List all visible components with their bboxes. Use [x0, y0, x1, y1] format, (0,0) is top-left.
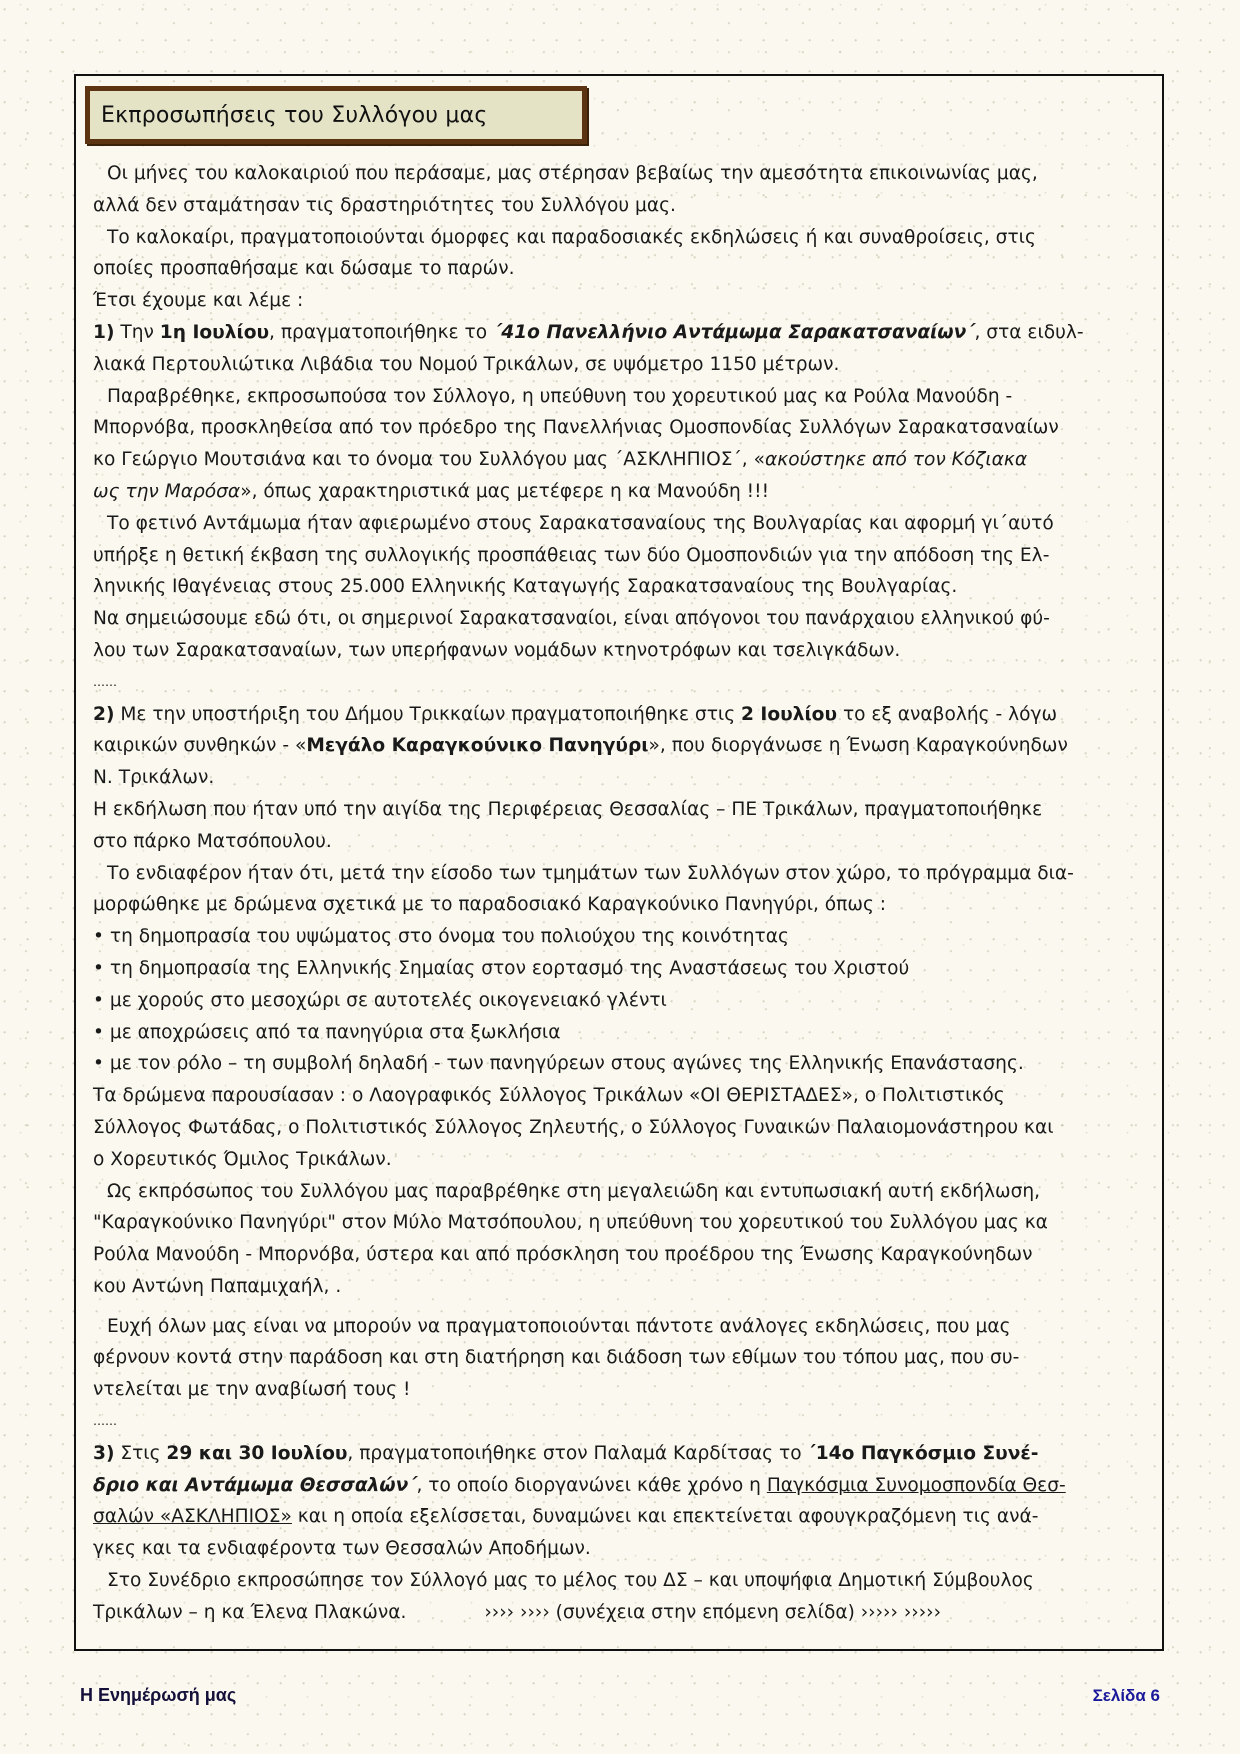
- event-name: δριο και Αντάμωμα Θεσσαλών΄: [93, 1474, 417, 1496]
- continued-note: ›››› ›››› (συνέχεια στην επόμενη σελίδα) ››››› ›››››: [484, 1601, 942, 1623]
- bullet-item: • τη δημοπρασία του υψώματος στο όνομα του πολιούχου της κοινότητας: [93, 926, 789, 948]
- section2-line: Ν. Τρικάλων.: [93, 767, 215, 789]
- text: το εξ αναβολής - λόγω: [837, 703, 1058, 725]
- intro-line: Οι μήνες του καλοκαιριού που περάσαμε, μας στέρησαν βεβαίως την αμεσότητα επικοινωνίας μας,: [107, 163, 1038, 184]
- item-number: 2): [93, 703, 115, 725]
- section2-line: [93, 730, 1148, 762]
- section-title-box: [85, 86, 587, 144]
- bullet-item: • με τον ρόλο – τη συμβολή δηλαδή - των πανηγύρεων στους αγώνες της Ελληνικής Επανάστασης.: [93, 1053, 1024, 1075]
- section-title: Εκπροσωπήσεις του Συλλόγου μας: [101, 103, 488, 128]
- section2-line: "Καραγκούνικο Πανηγύρι" στον Μύλο Ματσόπουλου, η υπεύθυνη του χορευτικού του Συλλόγου μας κα: [93, 1212, 1048, 1234]
- section2-line: Το ενδιαφέρον ήταν ότι, μετά την είσοδο των τμημάτων των Συλλόγων στον χώρο, το πρόγραμμα δια-: [107, 862, 1074, 884]
- section2-heading-line: [93, 699, 1148, 731]
- section2-line: ο Χορευτικός Όμιλος Τρικάλων.: [93, 1148, 392, 1170]
- intro-line: Έτσι έχουμε και λέμε :: [93, 290, 304, 312]
- section2-line: Ευχή όλων μας είναι να μπορούν να πραγματοποιούνται πάντοτε ανάλογες εκδηλώσεις, που μας: [107, 1315, 1011, 1337]
- section3-line: Στο Συνέδριο εκπροσώπησε τον Σύλλογό μας το μέλος του ΔΣ – και υποψήφια Δημοτική Σύμβουλος: [107, 1570, 1034, 1592]
- separator-dots: ……: [93, 1414, 117, 1429]
- text: Στις: [114, 1442, 167, 1464]
- section2-line: ντελείται με την αναβίωσή τους !: [93, 1379, 411, 1401]
- item-number: 3): [93, 1442, 115, 1464]
- text: », που διοργάνωσε η Ένωση Καραγκούνηδων: [648, 735, 1068, 757]
- article-body: [93, 158, 1148, 1629]
- text: », όπως χαρακτηριστικά μας μετέφερε η κα Μανούδη !!!: [240, 480, 770, 502]
- text: Τρικάλων – η κα Έλενα Πλακώνα.: [93, 1601, 407, 1623]
- text: , πραγματοποιήθηκε στον Παλαμά Καρδίτσας το: [347, 1442, 808, 1464]
- bullet-item: • τη δημοπρασία της Ελληνικής Σημαίας στον εορτασμό της Αναστάσεως του Χριστού: [93, 957, 910, 979]
- section3-heading-line: [93, 1438, 1148, 1470]
- section1-line: υπήρξε η θετική έκβαση της συλλογικής προσπάθειας των δύο Ομοσπονδιών για την απόδοση της Ελ-: [93, 544, 1050, 566]
- organization-link: σαλών «ΑΣΚΛΗΠΙΟΣ»: [93, 1506, 292, 1528]
- text: Με την υποστήριξη του Δήμου Τρικκαίων πραγματοποιήθηκε στις: [114, 703, 742, 725]
- intro-line: Το καλοκαίρι, πραγματοποιούνται όμορφες και παραδοσιακές εκδηλώσεις ή και συναθροίσεις, στις: [107, 226, 1036, 248]
- newsletter-name: Η Ενημέρωσή μας: [80, 1685, 237, 1705]
- intro-line: οποίες προσπαθήσαμε και δώσαμε το παρών.: [93, 258, 515, 280]
- section2-line: Σύλλογος Φωτάδας, ο Πολιτιστικός Σύλλογος Ζηλευτής, ο Σύλλογος Γυναικών Παλαιομονάστηρου και: [93, 1116, 1054, 1138]
- section1-line: λιακά Περτουλιώτικα Λιβάδια του Νομού Τρικάλων, σε υψόμετρο 1150 μέτρων.: [93, 353, 840, 375]
- section1-line: λου των Σαρακατσαναίων, των υπερήφανων νομάδων κτηνοτρόφων και τσελιγκάδων.: [93, 639, 901, 661]
- text: κο Γεώργιο Μουτσιάνα και το όνομα του Συλλόγου μας ΄ΑΣΚΛΗΠΙΟΣ΄, «: [93, 449, 765, 471]
- section2-line: Η εκδήλωση που ήταν υπό την αιγίδα της Περιφέρειας Θεσσαλίας – ΠΕ Τρικάλων, πραγματοποιήθηκε: [93, 798, 1043, 820]
- organization-link: Παγκόσμια Συνομοσπονδία Θεσ-: [766, 1474, 1066, 1496]
- quote: ακούστηκε από τον Κόζιακα: [765, 449, 1028, 471]
- event-date: 1η Ιουλίου: [159, 321, 270, 343]
- item-number: 1): [93, 321, 115, 343]
- intro-line: αλλά δεν σταμάτησαν τις δραστηριότητες του Συλλόγου μας.: [93, 194, 676, 216]
- text: , στα ειδυλ-: [974, 321, 1084, 343]
- section2-line: Ως εκπρόσωπος του Συλλόγου μας παραβρέθηκε στη μεγαλειώδη και εντυπωσιακή αυτή εκδήλωση,: [107, 1180, 1041, 1202]
- section1-line: Το φετινό Αντάμωμα ήταν αφιερωμένο στους Σαρακατσαναίους της Βουλγαρίας και αφορμή γι΄αυτό: [107, 512, 1054, 534]
- section1-line: [93, 476, 1148, 508]
- section1-heading-line: [93, 317, 1148, 349]
- section1-line: Μπορνόβα, προσκληθείσα από τον πρόεδρο της Πανελλήνιας Ομοσπονδίας Συλλόγων Σαρακατσαναίων: [93, 417, 1059, 439]
- section3-line: [93, 1597, 1148, 1629]
- section3-line: [93, 1501, 1148, 1533]
- separator-dots: ……: [93, 674, 117, 689]
- section3-line: γκες και τα ενδιαφέροντα των Θεσσαλών Αποδήμων.: [93, 1538, 591, 1560]
- text: καιρικών συνθηκών - «: [93, 735, 307, 757]
- page-number: Σελίδα 6: [1092, 1686, 1160, 1705]
- text: , πραγματοποιήθηκε το: [269, 321, 493, 343]
- event-name: ΄14ο Παγκόσμιο Συνέ-: [807, 1442, 1039, 1464]
- section1-line: [93, 444, 1148, 476]
- section1-line: Παραβρέθηκε, εκπροσωπούσα τον Σύλλογο, η υπεύθυνη του χορευτικού μας κα Ρούλα Μανούδη -: [107, 385, 1013, 407]
- text: , το οποίο διοργανώνει κάθε χρόνο η: [416, 1474, 767, 1496]
- section1-line: ληνικής Ιθαγένειας στους 25.000 Ελληνικής Καταγωγής Σαρακατσαναίους της Βουλγαρίας.: [93, 576, 958, 598]
- event-name: Μεγάλο Καραγκούνικο Πανηγύρι: [306, 735, 649, 757]
- section2-line: στο πάρκο Ματσόπουλου.: [93, 830, 332, 852]
- section2-line: Τα δρώμενα παρουσίασαν : ο Λαογραφικός Σύλλογος Τρικάλων «ΟΙ ΘΕΡΙΣΤΑΔΕΣ», ο Πολιτιστικός: [93, 1085, 1005, 1107]
- section2-line: Ρούλα Μανούδη - Μπορνόβα, ύστερα και από πρόσκληση του προέδρου της Ένωσης Καραγκούνηδων: [93, 1244, 1033, 1266]
- text: και η οποία εξελίσσεται, δυναμώνει και επεκτείνεται αφουγκραζόμενη τις ανά-: [291, 1506, 1039, 1528]
- section2-line: κου Αντώνη Παπαμιχαήλ, .: [93, 1275, 342, 1297]
- section2-line: μορφώθηκε με δρώμενα σχετικά με το παραδοσιακό Καραγκούνικο Πανηγύρι, όπως :: [93, 894, 887, 916]
- bullet-item: • με αποχρώσεις από τα πανηγύρια στα ξωκλήσια: [93, 1021, 561, 1043]
- event-date: 29 και 30 Ιουλίου: [166, 1442, 348, 1464]
- quote: ως την Μαρόσα: [93, 480, 241, 502]
- event-name: ΄41ο Πανελλήνιο Αντάμωμα Σαρακατσαναίων΄: [493, 321, 975, 343]
- section2-line: φέρνουν κοντά στην παράδοση και στη διατήρηση και διάδοση των εθίμων του τόπου μας, που συ-: [93, 1347, 1020, 1369]
- text: Την: [114, 321, 160, 343]
- event-date: 2 Ιουλίου: [741, 703, 838, 725]
- section3-line: [93, 1470, 1148, 1502]
- section1-line: Να σημειώσουμε εδώ ότι, οι σημερινοί Σαρακατσαναίοι, είναι απόγονοι του πανάρχαιου ελληνικού φύ-: [93, 608, 1050, 630]
- bullet-item: • με χορούς στο μεσοχώρι σε αυτοτελές οικογενειακό γλέντι: [93, 989, 667, 1011]
